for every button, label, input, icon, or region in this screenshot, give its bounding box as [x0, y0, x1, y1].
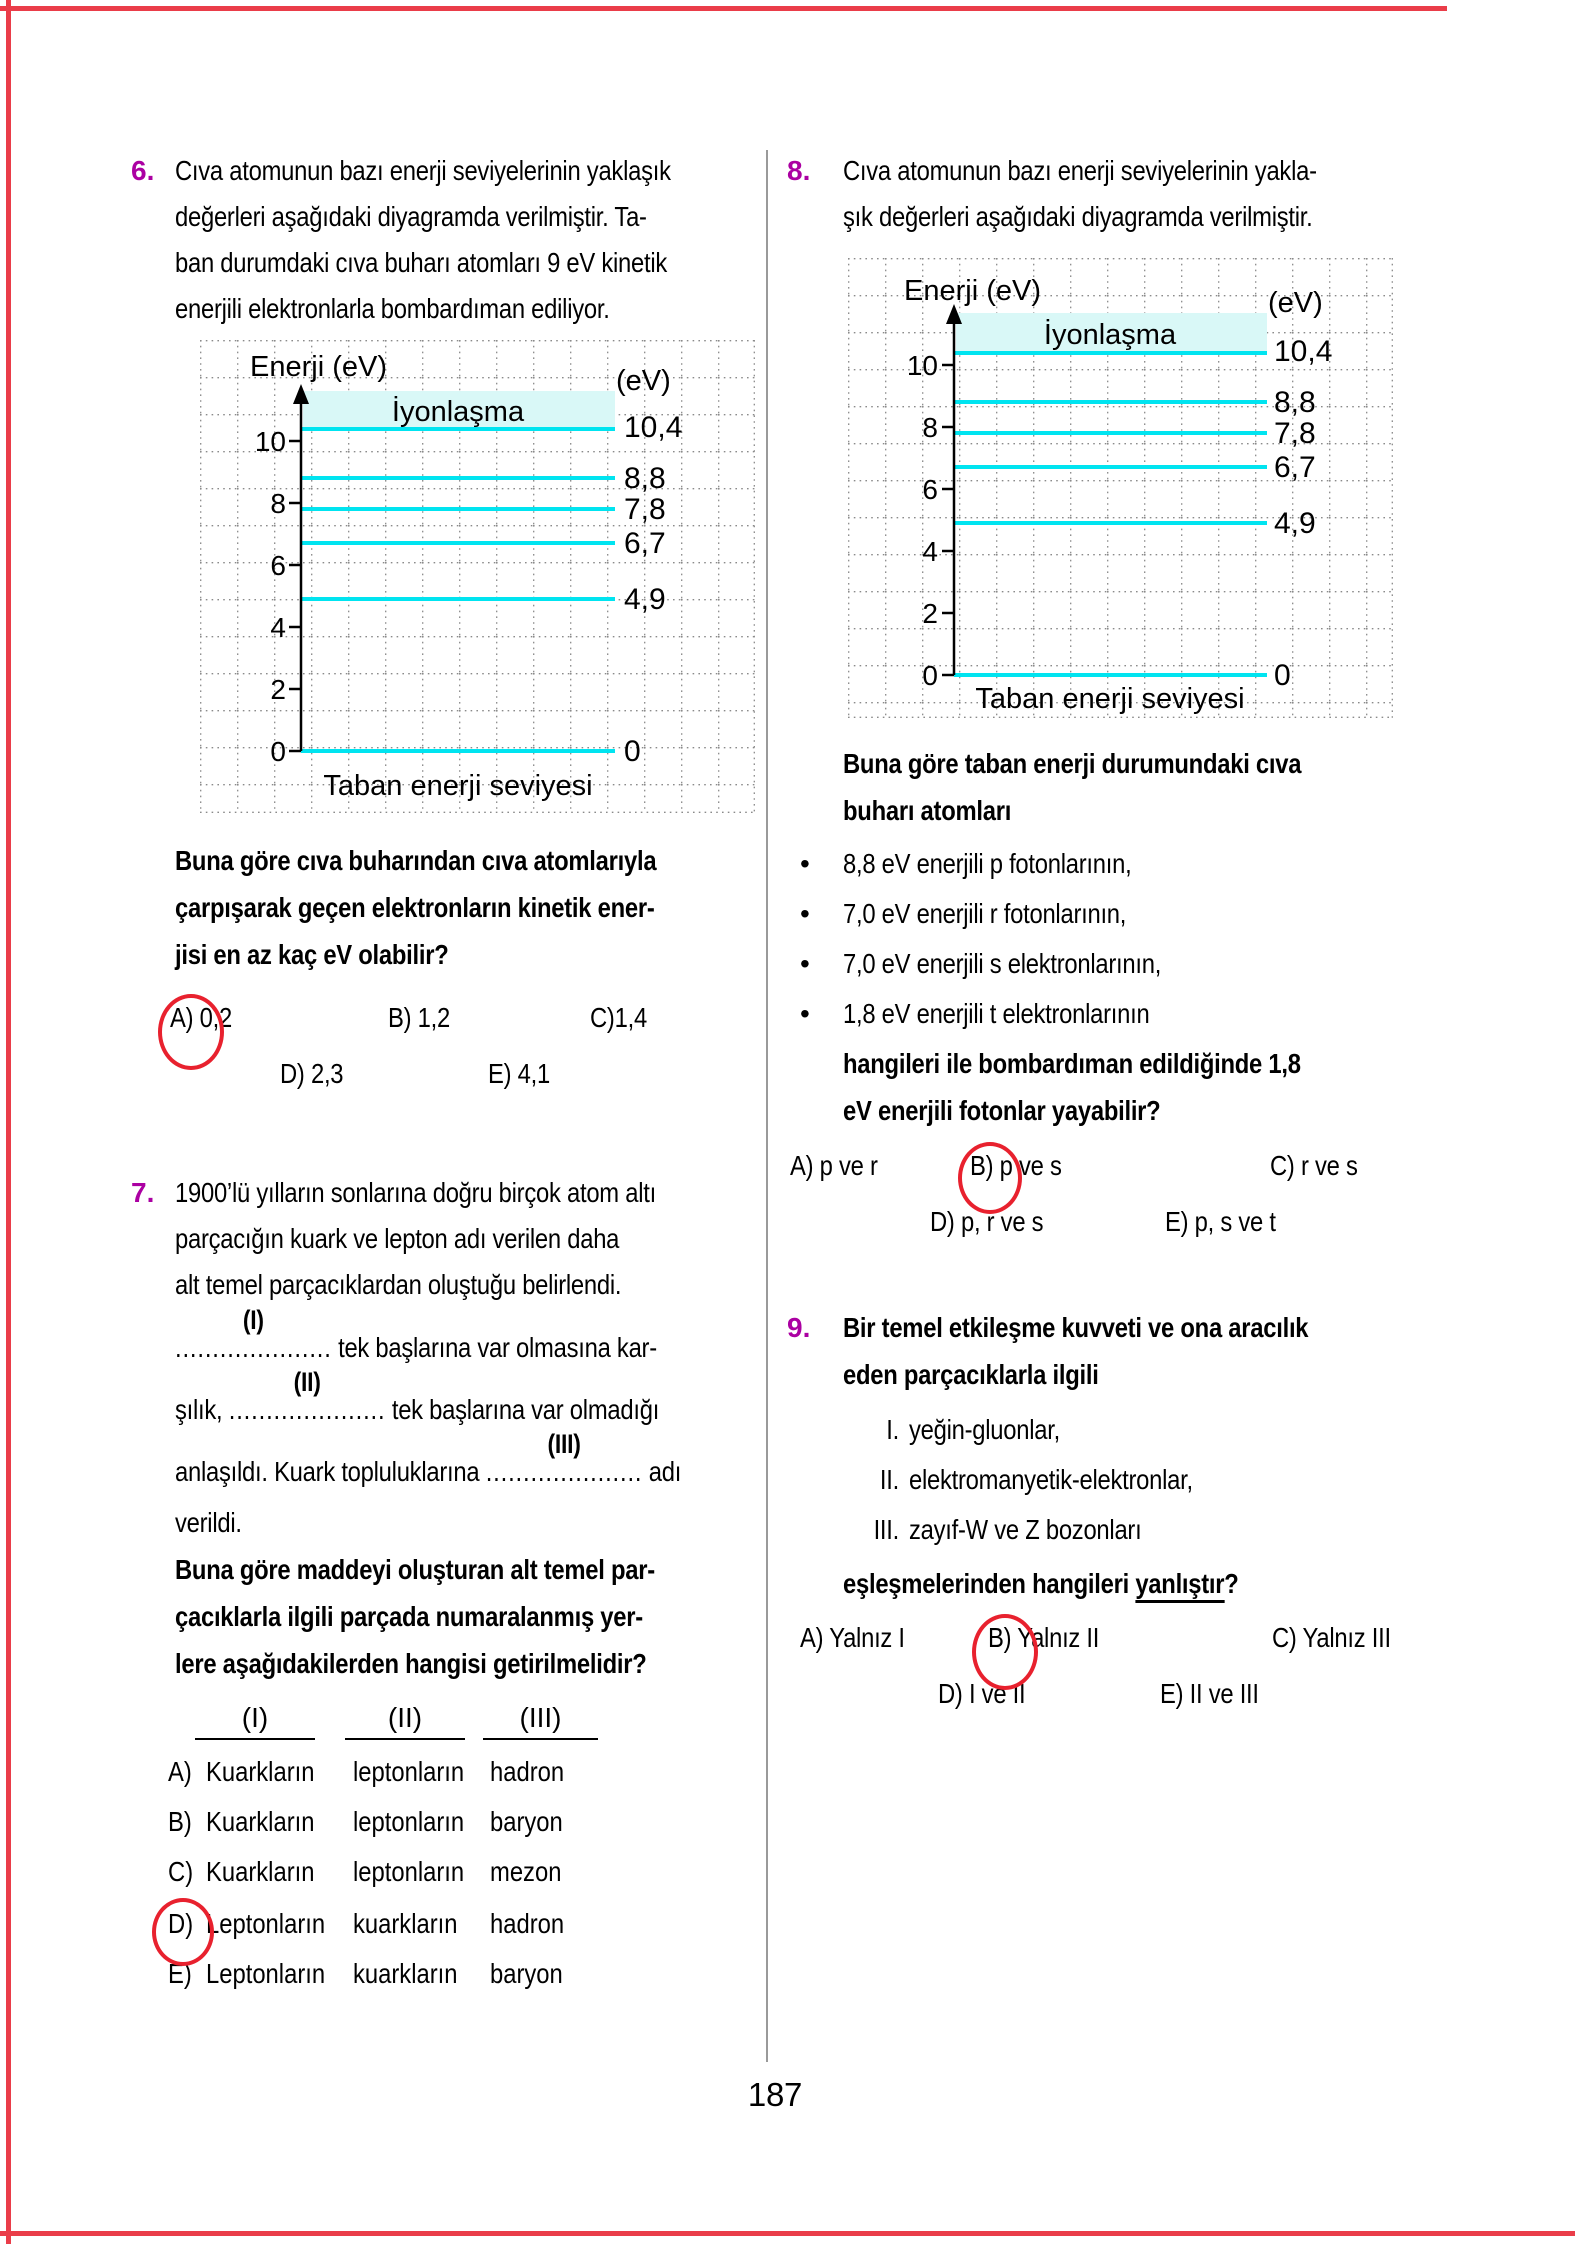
q8-bullet-item	[800, 948, 1162, 980]
q7-cell: Kuarkların	[206, 1756, 315, 1787]
roman-numeral: I.	[886, 1414, 899, 1445]
option-letter: D)	[168, 1908, 194, 1939]
question-8-text-1	[843, 748, 1468, 842]
question-7-text	[175, 1554, 775, 1695]
q7-cell: mezon	[490, 1856, 562, 1887]
q7-question-line: lere aşağıdakilerden hangisi getirilmelidir?	[175, 1648, 647, 1679]
q8-option-a: A) p ve r	[790, 1150, 878, 1181]
page-frame-bottom	[0, 2231, 1575, 2236]
underlined-word: yanlıştır	[1135, 1568, 1224, 1603]
q9-option-b: B) Yalnız II	[988, 1622, 1100, 1653]
svg-text:0: 0	[1274, 659, 1291, 692]
bullet-text: 1,8 eV enerjili t elektronlarının	[843, 998, 1150, 1029]
answer-circle-q9	[972, 1614, 1038, 1690]
q7-table-row-b	[168, 1806, 608, 1846]
q7-para-text: şılık,	[175, 1394, 223, 1425]
q7-para-text: anlaşıldı. Kuark topluluklarına	[175, 1456, 480, 1487]
svg-text:10,4: 10,4	[624, 411, 683, 444]
roman-numeral: II.	[879, 1464, 899, 1495]
bullet-text: 7,0 eV enerjili s elektronlarının,	[843, 948, 1162, 979]
fill-blank-2	[228, 1367, 386, 1426]
q7-question-line: Buna göre maddeyi oluşturan alt temel par-	[175, 1554, 655, 1585]
q7-para-line: alt temel parçacıklardan oluştuğu belirlendi.	[175, 1269, 622, 1300]
item-label: yeğin-gluonlar,	[909, 1414, 1060, 1445]
q7-table-row-e	[168, 1958, 608, 1998]
svg-text:6: 6	[922, 474, 938, 505]
q6-intro-line: Cıva atomunun bazı enerji seviyelerinin yaklaşık	[175, 155, 671, 186]
svg-text:2: 2	[922, 598, 938, 629]
svg-text:0: 0	[270, 736, 286, 767]
answer-circle-q6	[158, 994, 224, 1070]
q7-cell: leptonların	[353, 1856, 465, 1887]
q7-para-line: parçacığın kuark ve lepton adı verilen daha	[175, 1223, 620, 1254]
svg-text:8,8: 8,8	[624, 462, 666, 495]
unit-label: (eV)	[1268, 287, 1323, 319]
q6-option-a: A) 0,2	[170, 1002, 232, 1033]
q9-option-e: E) II ve III	[1160, 1678, 1259, 1709]
question-9-text-2	[843, 1568, 1239, 1600]
svg-text:2: 2	[270, 674, 286, 705]
option-letter: B)	[168, 1806, 192, 1837]
blank-marker: (III)	[547, 1429, 581, 1459]
svg-text:4,9: 4,9	[624, 583, 666, 616]
q6-option-d: D) 2,3	[280, 1058, 344, 1089]
q7-cell: Kuarkların	[206, 1856, 315, 1887]
q8-option-c: C) r ve s	[1270, 1150, 1358, 1181]
question-9-text-1	[843, 1312, 1468, 1406]
q9-item-1	[835, 1414, 1087, 1446]
q6-option-c: C)1,4	[590, 1002, 647, 1033]
answer-circle-q8	[958, 1142, 1022, 1214]
option-letter: A)	[168, 1756, 192, 1787]
energy-diagram-q8	[848, 258, 1393, 718]
axis-title: Enerji (eV)	[250, 351, 387, 383]
page-number: 187	[747, 2076, 803, 2113]
q8-bullet-item	[800, 998, 1150, 1030]
q7-table-row-a	[168, 1756, 608, 1796]
q6-question-line: çarpışarak geçen elektronların kinetik ener-	[175, 892, 655, 923]
q8-option-e: E) p, s ve t	[1165, 1206, 1276, 1237]
svg-text:6,7: 6,7	[624, 527, 666, 560]
question-6-text	[175, 845, 775, 986]
q7-header-II: (II)	[345, 1702, 465, 1740]
question-8-text-2	[843, 1048, 1468, 1142]
q7-cell: hadron	[490, 1908, 565, 1939]
q8-intro-line: Cıva atomunun bazı enerji seviyelerinin yakla-	[843, 155, 1317, 186]
q8-bullet-item	[800, 848, 1132, 880]
svg-text:7,8: 7,8	[1274, 417, 1316, 450]
question-9-number: 9.	[787, 1312, 811, 1343]
q9-item-3	[835, 1514, 1182, 1546]
question-8-intro	[843, 155, 1468, 247]
q7-header-I: (I)	[195, 1702, 315, 1740]
energy-diagram-q6	[200, 340, 755, 813]
bullet-text: 8,8 eV enerjili p fotonlarının,	[843, 848, 1132, 879]
page-frame-top	[0, 6, 1447, 11]
svg-text:8,8: 8,8	[1274, 386, 1316, 419]
bullet-icon: •	[800, 898, 810, 929]
svg-text:7,8: 7,8	[624, 493, 666, 526]
svg-text:10: 10	[254, 426, 286, 457]
q7-cell: baryon	[490, 1806, 563, 1837]
q7-para-line: verildi.	[175, 1507, 242, 1538]
q7-para-text: adı	[648, 1456, 682, 1487]
q7-para-line-blank3	[175, 1429, 682, 1488]
option-letter: C)	[168, 1856, 194, 1887]
q6-question-line: Buna göre cıva buharından cıva atomlarıyla	[175, 845, 657, 876]
q7-para-line: 1900’lü yılların sonlarına doğru birçok atom altı	[175, 1177, 656, 1208]
item-label: zayıf-W ve Z bozonları	[909, 1514, 1142, 1545]
q8-question-line: eV enerjili fotonlar yayabilir?	[843, 1095, 1161, 1126]
q7-cell: hadron	[490, 1756, 565, 1787]
question-6-number: 6.	[131, 155, 155, 186]
q7-table-row-c	[168, 1856, 608, 1896]
q7-cell: Leptonların	[206, 1908, 326, 1939]
roman-numeral: III.	[873, 1514, 899, 1545]
q7-header-III: (III)	[483, 1702, 598, 1740]
q7-cell: kuarkların	[353, 1908, 458, 1939]
q9-option-a: A) Yalnız I	[800, 1622, 905, 1653]
q7-cell: kuarkların	[353, 1958, 458, 1989]
q9-question-post: ?	[1224, 1568, 1239, 1599]
q9-item-2	[835, 1464, 1243, 1496]
q9-question-line: eden parçacıklarla ilgili	[843, 1359, 1099, 1390]
q7-table-row-d	[168, 1908, 608, 1948]
blank-dots: .....................	[175, 1332, 332, 1363]
q9-question-line: Bir temel etkileşme kuvveti ve ona aracılık	[843, 1312, 1309, 1343]
q8-option-d: D) p, r ve s	[930, 1206, 1044, 1237]
bullet-text: 7,0 eV enerjili r fotonlarının,	[843, 898, 1127, 929]
q7-para-line-blank2	[175, 1367, 660, 1426]
q7-cell: Kuarkların	[206, 1806, 315, 1837]
q6-intro-line: ban durumdaki cıva buharı atomları 9 eV kinetik	[175, 247, 668, 278]
q8-bullet-item	[800, 898, 1127, 930]
baseline-label: Taban enerji seviyesi	[975, 683, 1245, 715]
q9-question-pre: eşleşmelerinden hangileri	[843, 1568, 1136, 1599]
answer-circle-q7	[152, 1898, 214, 1966]
q8-question-line: buharı atomları	[843, 795, 1012, 826]
svg-text:10: 10	[906, 350, 938, 381]
q7-table-header	[168, 1702, 608, 1742]
svg-text:4: 4	[270, 612, 286, 643]
q8-question-line: Buna göre taban enerji durumundaki cıva	[843, 748, 1302, 779]
ionization-label: İyonlaşma	[1043, 319, 1177, 351]
q6-option-e: E) 4,1	[488, 1058, 550, 1089]
svg-text:4,9: 4,9	[1274, 507, 1316, 540]
unit-label: (eV)	[616, 365, 671, 397]
question-7-number: 7.	[131, 1177, 155, 1208]
q8-intro-line: şık değerleri aşağıdaki diyagramda verilmiştir.	[843, 201, 1313, 232]
svg-text:8: 8	[922, 412, 938, 443]
axis-title: Enerji (eV)	[904, 275, 1041, 307]
ionization-label: İyonlaşma	[391, 396, 525, 428]
svg-text:8: 8	[270, 488, 286, 519]
blank-dots: .....................	[485, 1456, 643, 1487]
svg-text:4: 4	[922, 536, 938, 567]
q7-question-line: çacıklarla ilgili parçada numaralanmış yer-	[175, 1601, 643, 1632]
column-divider	[766, 150, 768, 2062]
q7-para-line-blank1	[175, 1305, 657, 1364]
q9-option-d: D) I ve II	[938, 1678, 1026, 1709]
q6-question-line: jisi en az kaç eV olabilir?	[175, 939, 449, 970]
svg-text:6,7: 6,7	[1274, 451, 1316, 484]
question-8-number: 8.	[787, 155, 811, 186]
blank-marker: (II)	[293, 1367, 321, 1397]
q6-intro-line: değerleri aşağıdaki diyagramda verilmiştir. Ta-	[175, 201, 647, 232]
fill-blank-1	[175, 1305, 332, 1364]
blank-dots: .....................	[228, 1394, 386, 1425]
option-letter: E)	[168, 1958, 192, 1989]
page-frame-left	[6, 0, 11, 2244]
question-6-intro	[175, 155, 775, 339]
baseline-label: Taban enerji seviyesi	[323, 770, 593, 802]
q6-option-b: B) 1,2	[388, 1002, 450, 1033]
item-label: elektromanyetik-elektronlar,	[909, 1464, 1193, 1495]
svg-text:0: 0	[624, 735, 641, 768]
q7-cell: Leptonların	[206, 1958, 326, 1989]
q8-option-b: B) p ve s	[970, 1150, 1062, 1181]
q6-intro-line: enerjili elektronlarla bombardıman ediliyor.	[175, 293, 610, 324]
blank-marker: (I)	[242, 1305, 264, 1335]
bullet-icon: •	[800, 848, 810, 879]
svg-text:0: 0	[922, 660, 938, 691]
q7-para-text: tek başlarına var olmadığı	[391, 1394, 660, 1425]
svg-text:6: 6	[270, 550, 286, 581]
svg-text:10,4: 10,4	[1274, 335, 1333, 368]
q7-cell: baryon	[490, 1958, 563, 1989]
q8-question-line: hangileri ile bombardıman edildiğinde 1,8	[843, 1048, 1301, 1079]
bullet-icon: •	[800, 998, 810, 1029]
q7-para-text: tek başlarına var olmasına kar-	[338, 1332, 657, 1363]
bullet-icon: •	[800, 948, 810, 979]
q7-cell: leptonların	[353, 1806, 465, 1837]
q7-cell: leptonların	[353, 1756, 465, 1787]
fill-blank-3	[485, 1429, 643, 1488]
q9-option-c: C) Yalnız III	[1272, 1622, 1391, 1653]
